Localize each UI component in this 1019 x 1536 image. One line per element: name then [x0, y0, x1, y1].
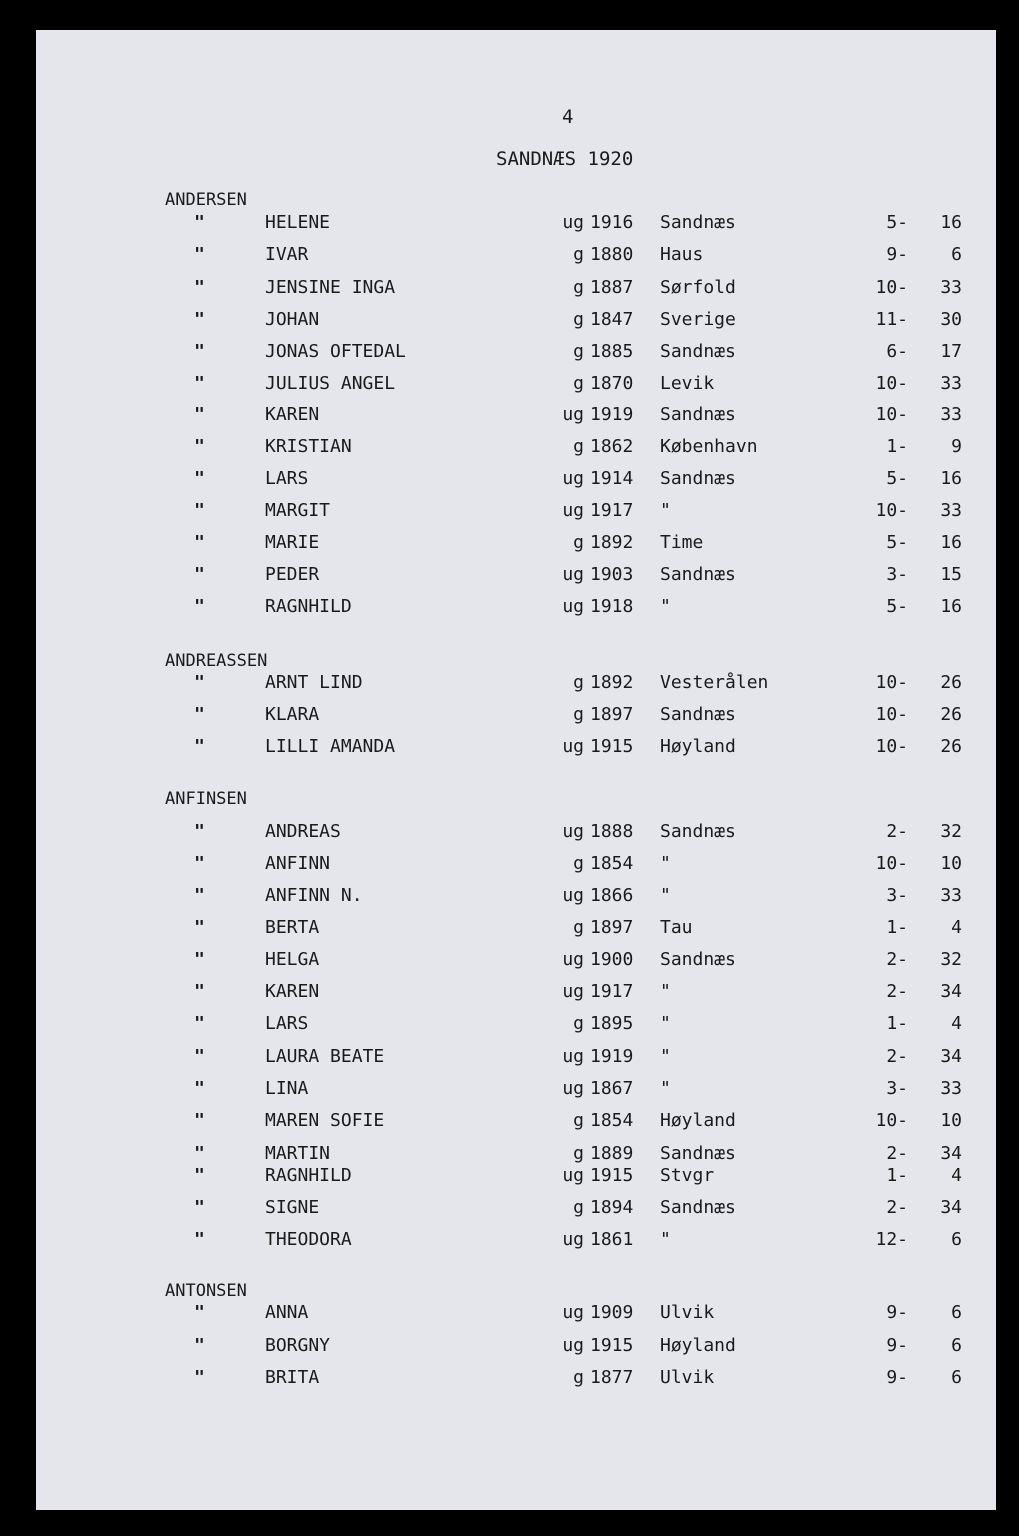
residence-code: 1-	[886, 1165, 908, 1186]
ditto-mark: "	[194, 672, 205, 693]
register-row	[0, 853, 1019, 879]
given-name: LARS	[265, 468, 309, 489]
birthplace: "	[660, 1046, 671, 1067]
residence-code: 10-	[875, 736, 908, 757]
birthplace: Vesterålen	[660, 672, 769, 693]
ditto-mark: "	[194, 373, 205, 394]
residence-number: 17	[940, 341, 962, 362]
ditto-mark: "	[194, 917, 205, 938]
given-name: HELGA	[265, 949, 320, 970]
birthplace: Stvgr	[660, 1165, 715, 1186]
birthplace: Tau	[660, 917, 693, 938]
marital-status: g	[573, 373, 584, 394]
birth-year: 1880	[590, 244, 634, 265]
residence-code: 1-	[886, 436, 908, 457]
given-name: KLARA	[265, 704, 320, 725]
birthplace: Sverige	[660, 309, 736, 330]
register-row	[0, 917, 1019, 943]
marital-status: g	[573, 277, 584, 298]
residence-number: 4	[951, 917, 962, 938]
given-name: MARGIT	[265, 500, 331, 521]
given-name: JONAS OFTEDAL	[265, 341, 406, 362]
given-name: JENSINE INGA	[265, 277, 396, 298]
register-row	[0, 981, 1019, 1007]
marital-status: ug	[562, 1165, 584, 1186]
birthplace: "	[660, 885, 671, 906]
ditto-mark: "	[194, 436, 205, 457]
birthplace: Haus	[660, 244, 704, 265]
birth-year: 1867	[590, 1078, 634, 1099]
ditto-mark: "	[194, 1143, 205, 1164]
given-name: JULIUS ANGEL	[265, 373, 396, 394]
residence-number: 6	[951, 1229, 962, 1250]
residence-code: 9-	[886, 1367, 908, 1388]
birth-year: 1915	[590, 736, 634, 757]
birth-year: 1897	[590, 704, 634, 725]
birth-year: 1903	[590, 564, 634, 585]
given-name: IVAR	[265, 244, 309, 265]
birth-year: 1917	[590, 500, 634, 521]
birth-year: 1914	[590, 468, 634, 489]
ditto-mark: "	[194, 1302, 205, 1323]
birth-year: 1854	[590, 1110, 634, 1131]
given-name: SIGNE	[265, 1197, 320, 1218]
residence-number: 4	[951, 1013, 962, 1034]
register-row	[0, 1335, 1019, 1361]
ditto-mark: "	[194, 949, 205, 970]
residence-number: 33	[940, 500, 962, 521]
residence-code: 5-	[886, 532, 908, 553]
birth-year: 1892	[590, 532, 634, 553]
residence-number: 6	[951, 1335, 962, 1356]
register-row	[0, 212, 1019, 238]
birth-year: 1861	[590, 1229, 634, 1250]
register-row	[0, 1046, 1019, 1072]
residence-number: 33	[940, 1078, 962, 1099]
residence-number: 34	[940, 981, 962, 1002]
residence-code: 10-	[875, 404, 908, 425]
marital-status: g	[573, 341, 584, 362]
birthplace: Sandnæs	[660, 1197, 736, 1218]
residence-code: 10-	[875, 373, 908, 394]
birth-year: 1888	[590, 821, 634, 842]
ditto-mark: "	[194, 1110, 205, 1131]
birth-year: 1895	[590, 1013, 634, 1034]
ditto-mark: "	[194, 736, 205, 757]
ditto-mark: "	[194, 885, 205, 906]
birth-year: 1919	[590, 1046, 634, 1067]
marital-status: ug	[562, 1046, 584, 1067]
ditto-mark: "	[194, 821, 205, 842]
residence-number: 33	[940, 277, 962, 298]
marital-status: ug	[562, 981, 584, 1002]
residence-code: 5-	[886, 468, 908, 489]
residence-number: 9	[951, 436, 962, 457]
register-row	[0, 404, 1019, 430]
birth-year: 1909	[590, 1302, 634, 1323]
register-row	[0, 1078, 1019, 1104]
marital-status: g	[573, 853, 584, 874]
birthplace: Ulvik	[660, 1367, 715, 1388]
given-name: HELENE	[265, 212, 331, 233]
residence-code: 10-	[875, 1110, 908, 1131]
residence-number: 16	[940, 532, 962, 553]
residence-number: 33	[940, 885, 962, 906]
birth-year: 1854	[590, 853, 634, 874]
residence-code: 2-	[886, 1197, 908, 1218]
residence-code: 10-	[875, 853, 908, 874]
marital-status: ug	[562, 500, 584, 521]
register-row	[0, 309, 1019, 335]
register-row	[0, 373, 1019, 399]
ditto-mark: "	[194, 1197, 205, 1218]
given-name: RAGNHILD	[265, 596, 352, 617]
residence-code: 2-	[886, 981, 908, 1002]
birthplace: Sandnæs	[660, 468, 736, 489]
birth-year: 1917	[590, 981, 634, 1002]
page-number: 4	[562, 106, 574, 128]
register-row	[0, 885, 1019, 911]
birthplace: "	[660, 853, 671, 874]
given-name: BERTA	[265, 917, 320, 938]
register-row	[0, 564, 1019, 590]
residence-code: 9-	[886, 1302, 908, 1323]
residence-code: 2-	[886, 1143, 908, 1164]
birthplace: København	[660, 436, 758, 457]
residence-code: 10-	[875, 672, 908, 693]
residence-code: 3-	[886, 564, 908, 585]
birthplace: Levik	[660, 373, 715, 394]
marital-status: ug	[562, 564, 584, 585]
register-row	[0, 1013, 1019, 1039]
residence-number: 16	[940, 468, 962, 489]
given-name: KAREN	[265, 981, 320, 1002]
given-name: MARTIN	[265, 1143, 331, 1164]
given-name: ANFINN	[265, 853, 331, 874]
given-name: BRITA	[265, 1367, 320, 1388]
birth-year: 1889	[590, 1143, 634, 1164]
marital-status: ug	[562, 821, 584, 842]
residence-code: 10-	[875, 704, 908, 725]
residence-code: 11-	[875, 309, 908, 330]
birth-year: 1847	[590, 309, 634, 330]
marital-status: g	[573, 532, 584, 553]
birth-year: 1900	[590, 949, 634, 970]
birth-year: 1877	[590, 1367, 634, 1388]
register-row	[0, 821, 1019, 847]
residence-code: 2-	[886, 949, 908, 970]
residence-number: 26	[940, 672, 962, 693]
given-name: KAREN	[265, 404, 320, 425]
marital-status: g	[573, 1013, 584, 1034]
register-row	[0, 436, 1019, 462]
birth-year: 1915	[590, 1335, 634, 1356]
residence-number: 32	[940, 949, 962, 970]
birthplace: Høyland	[660, 736, 736, 757]
residence-code: 3-	[886, 1078, 908, 1099]
birthplace: Sørfold	[660, 277, 736, 298]
ditto-mark: "	[194, 1367, 205, 1388]
given-name: THEODORA	[265, 1229, 352, 1250]
ditto-mark: "	[194, 981, 205, 1002]
given-name: ANNA	[265, 1302, 309, 1323]
marital-status: g	[573, 704, 584, 725]
given-name: ANDREAS	[265, 821, 341, 842]
marital-status: g	[573, 309, 584, 330]
residence-number: 26	[940, 704, 962, 725]
residence-number: 26	[940, 736, 962, 757]
register-row	[0, 1367, 1019, 1393]
birth-year: 1892	[590, 672, 634, 693]
given-name: LAURA BEATE	[265, 1046, 385, 1067]
register-row	[0, 277, 1019, 303]
marital-status: ug	[562, 885, 584, 906]
birth-year: 1919	[590, 404, 634, 425]
residence-code: 5-	[886, 596, 908, 617]
birth-year: 1885	[590, 341, 634, 362]
birthplace: Sandnæs	[660, 212, 736, 233]
ditto-mark: "	[194, 1046, 205, 1067]
ditto-mark: "	[194, 404, 205, 425]
residence-code: 2-	[886, 821, 908, 842]
residence-number: 6	[951, 244, 962, 265]
birthplace: Time	[660, 532, 704, 553]
birthplace: Ulvik	[660, 1302, 715, 1323]
birthplace: Sandnæs	[660, 564, 736, 585]
register-row	[0, 1165, 1019, 1191]
ditto-mark: "	[194, 468, 205, 489]
page-title: SANDNÆS 1920	[496, 148, 634, 170]
birthplace: "	[660, 1013, 671, 1034]
surname-heading: ANDREASSEN	[165, 651, 268, 671]
ditto-mark: "	[194, 532, 205, 553]
residence-number: 33	[940, 404, 962, 425]
marital-status: ug	[562, 596, 584, 617]
residence-number: 15	[940, 564, 962, 585]
residence-number: 4	[951, 1165, 962, 1186]
residence-code: 2-	[886, 1046, 908, 1067]
given-name: MAREN SOFIE	[265, 1110, 385, 1131]
register-row	[0, 1302, 1019, 1328]
residence-code: 1-	[886, 917, 908, 938]
residence-code: 6-	[886, 341, 908, 362]
ditto-mark: "	[194, 212, 205, 233]
residence-number: 10	[940, 853, 962, 874]
birth-year: 1894	[590, 1197, 634, 1218]
residence-code: 12-	[875, 1229, 908, 1250]
residence-code: 10-	[875, 500, 908, 521]
residence-number: 33	[940, 373, 962, 394]
birthplace: "	[660, 1078, 671, 1099]
marital-status: ug	[562, 1078, 584, 1099]
birthplace: Sandnæs	[660, 341, 736, 362]
residence-number: 16	[940, 596, 962, 617]
ditto-mark: "	[194, 500, 205, 521]
ditto-mark: "	[194, 1013, 205, 1034]
register-row	[0, 1197, 1019, 1223]
residence-code: 5-	[886, 212, 908, 233]
ditto-mark: "	[194, 1165, 205, 1186]
residence-code: 9-	[886, 244, 908, 265]
marital-status: ug	[562, 736, 584, 757]
birthplace: "	[660, 981, 671, 1002]
given-name: JOHAN	[265, 309, 320, 330]
ditto-mark: "	[194, 277, 205, 298]
residence-code: 3-	[886, 885, 908, 906]
birth-year: 1887	[590, 277, 634, 298]
residence-number: 34	[940, 1197, 962, 1218]
birth-year: 1915	[590, 1165, 634, 1186]
register-row	[0, 500, 1019, 526]
residence-code: 10-	[875, 277, 908, 298]
residence-number: 34	[940, 1046, 962, 1067]
birthplace: Sandnæs	[660, 404, 736, 425]
birthplace: "	[660, 596, 671, 617]
ditto-mark: "	[194, 309, 205, 330]
given-name: LINA	[265, 1078, 309, 1099]
marital-status: g	[573, 917, 584, 938]
marital-status: g	[573, 436, 584, 457]
register-row	[0, 468, 1019, 494]
register-row	[0, 341, 1019, 367]
given-name: ARNT LIND	[265, 672, 363, 693]
ditto-mark: "	[194, 564, 205, 585]
register-row	[0, 736, 1019, 762]
surname-heading: ANFINSEN	[165, 789, 247, 809]
register-row	[0, 244, 1019, 270]
given-name: KRISTIAN	[265, 436, 352, 457]
register-row	[0, 1110, 1019, 1136]
marital-status: ug	[562, 1229, 584, 1250]
birth-year: 1916	[590, 212, 634, 233]
birthplace: Høyland	[660, 1110, 736, 1131]
birth-year: 1918	[590, 596, 634, 617]
surname-heading: ANTONSEN	[165, 1281, 247, 1301]
surname-heading: ANDERSEN	[165, 190, 247, 210]
birthplace: "	[660, 500, 671, 521]
given-name: ANFINN N.	[265, 885, 363, 906]
residence-number: 34	[940, 1143, 962, 1164]
marital-status: ug	[562, 1335, 584, 1356]
ditto-mark: "	[194, 244, 205, 265]
given-name: PEDER	[265, 564, 320, 585]
birthplace: Høyland	[660, 1335, 736, 1356]
register-row	[0, 704, 1019, 730]
birth-year: 1897	[590, 917, 634, 938]
ditto-mark: "	[194, 853, 205, 874]
residence-number: 30	[940, 309, 962, 330]
register-row	[0, 532, 1019, 558]
birthplace: Sandnæs	[660, 821, 736, 842]
given-name: LARS	[265, 1013, 309, 1034]
marital-status: g	[573, 1197, 584, 1218]
birthplace: Sandnæs	[660, 1143, 736, 1164]
given-name: BORGNY	[265, 1335, 331, 1356]
residence-number: 6	[951, 1367, 962, 1388]
residence-number: 6	[951, 1302, 962, 1323]
marital-status: g	[573, 1143, 584, 1164]
marital-status: ug	[562, 468, 584, 489]
given-name: LILLI AMANDA	[265, 736, 396, 757]
ditto-mark: "	[194, 341, 205, 362]
birth-year: 1866	[590, 885, 634, 906]
marital-status: ug	[562, 949, 584, 970]
marital-status: g	[573, 1110, 584, 1131]
marital-status: ug	[562, 212, 584, 233]
register-row	[0, 672, 1019, 698]
marital-status: g	[573, 244, 584, 265]
ditto-mark: "	[194, 596, 205, 617]
birthplace: Sandnæs	[660, 949, 736, 970]
residence-number: 32	[940, 821, 962, 842]
ditto-mark: "	[194, 1335, 205, 1356]
register-row	[0, 949, 1019, 975]
ditto-mark: "	[194, 1078, 205, 1099]
marital-status: ug	[562, 1302, 584, 1323]
residence-code: 1-	[886, 1013, 908, 1034]
birthplace: Sandnæs	[660, 704, 736, 725]
ditto-mark: "	[194, 1229, 205, 1250]
marital-status: g	[573, 672, 584, 693]
ditto-mark: "	[194, 704, 205, 725]
birth-year: 1862	[590, 436, 634, 457]
register-row	[0, 1229, 1019, 1255]
residence-number: 10	[940, 1110, 962, 1131]
residence-number: 16	[940, 212, 962, 233]
marital-status: g	[573, 1367, 584, 1388]
given-name: RAGNHILD	[265, 1165, 352, 1186]
residence-code: 9-	[886, 1335, 908, 1356]
birthplace: "	[660, 1229, 671, 1250]
given-name: MARIE	[265, 532, 320, 553]
birth-year: 1870	[590, 373, 634, 394]
marital-status: ug	[562, 404, 584, 425]
register-row	[0, 596, 1019, 622]
